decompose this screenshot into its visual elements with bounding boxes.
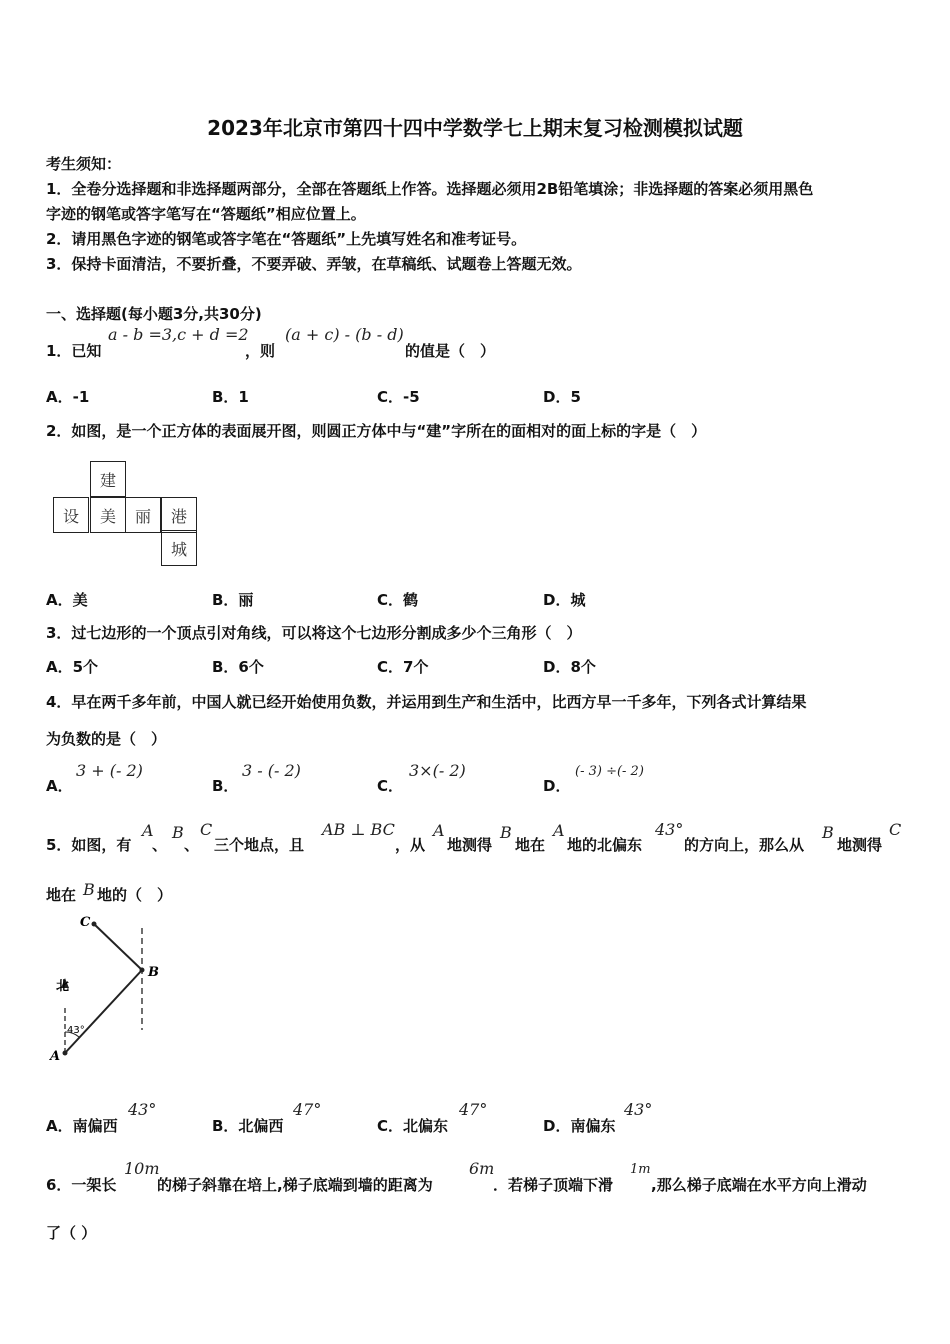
q5-point-b-3: B xyxy=(822,823,834,842)
page-title: 2023年北京市第四十四中学数学七上期末复习检测模拟试题 xyxy=(207,116,743,140)
q5-sep-2: 、 xyxy=(184,836,200,854)
q5-option-b-label[interactable]: B．北偏西 xyxy=(212,1117,284,1135)
q5-point-a-3: A xyxy=(553,821,565,840)
notice-line-3: 3．保持卡面清洁，不要折叠，不要弄破、弄皱，在草稿纸、试题卷上答题无效。 xyxy=(46,255,582,273)
net-face-bottom: 城 xyxy=(161,530,197,566)
q6-line2: 了（ ） xyxy=(46,1224,97,1242)
notice-line-1b: 字迹的钢笔或答字笔写在“答题纸”相应位置上。 xyxy=(46,205,366,223)
q5-point-b-4: B xyxy=(83,880,95,899)
q1-option-c[interactable]: C．-5 xyxy=(377,388,420,406)
q3-option-b[interactable]: B．6个 xyxy=(212,658,264,676)
q5-option-b-degree[interactable]: 47° xyxy=(293,1100,322,1119)
segment-bc xyxy=(94,924,142,970)
q4-option-d-expr[interactable]: (- 3) ÷(- 2) xyxy=(575,764,644,779)
fig-label-angle: 43° xyxy=(67,1025,85,1036)
q5-point-a: A xyxy=(142,821,154,840)
q4-option-a-label[interactable]: A． xyxy=(46,777,73,795)
q6-text-2: ．若梯子顶端下滑 xyxy=(493,1176,614,1194)
q5-option-c-degree[interactable]: 47° xyxy=(459,1100,488,1119)
q5-angle: 43° xyxy=(655,820,684,839)
net-face-row-1: 设 xyxy=(53,497,89,533)
q5-point-b: B xyxy=(172,823,184,842)
q4-option-c-expr[interactable]: 3×(- 2) xyxy=(409,761,466,780)
q5-option-a-label[interactable]: A．南偏西 xyxy=(46,1117,118,1135)
fig-label-c: C xyxy=(80,915,91,930)
q5-option-c-label[interactable]: C．北偏东 xyxy=(377,1117,449,1135)
q3-option-a[interactable]: A．5个 xyxy=(46,658,99,676)
q1-formula-given: a - b =3,c + d =2 xyxy=(108,325,249,344)
q2-option-a[interactable]: A．美 xyxy=(46,591,88,609)
q5-option-d-label[interactable]: D．南偏东 xyxy=(543,1117,616,1135)
q6-length-ladder: 10m xyxy=(124,1159,160,1178)
section-heading: 一、选择题(每小题3分,共30分) xyxy=(46,305,262,323)
q1-suffix: 的值是（ ） xyxy=(405,342,496,360)
q5-point-b-2: B xyxy=(500,823,512,842)
q1-prefix: 1．已知 xyxy=(46,342,102,360)
q6-text-3: ,那么梯子底端在水平方向上滑动 xyxy=(651,1176,867,1194)
cube-net-figure xyxy=(53,461,198,566)
notice-line-2: 2．请用黑色字迹的钢笔或答字笔在“答题纸”上先填写姓名和准考证号。 xyxy=(46,230,527,248)
q6-length-distance: 6m xyxy=(469,1159,495,1178)
net-face-row-2: 美 xyxy=(90,497,126,533)
q5-prefix: 5．如图，有 xyxy=(46,836,132,854)
q6-length-slide: 1m xyxy=(630,1162,651,1177)
q3-option-d[interactable]: D．8个 xyxy=(543,658,596,676)
net-face-row-3: 丽 xyxy=(125,497,161,533)
fig-label-north: 北 xyxy=(56,979,70,994)
q5-line2-prefix: 地在 xyxy=(46,886,77,904)
q5-text-5: 地的北偏东 xyxy=(567,836,643,854)
net-face-top: 建 xyxy=(90,461,126,497)
q2-option-d[interactable]: D．城 xyxy=(543,591,586,609)
q4-option-b-expr[interactable]: 3 - (- 2) xyxy=(242,761,301,780)
notice-heading: 考生须知： xyxy=(46,155,122,173)
q5-text-1: 三个地点，且 xyxy=(214,836,305,854)
bearing-diagram xyxy=(42,908,172,1073)
q5-sep-1: 、 xyxy=(152,836,168,854)
q2-text: 2．如图，是一个正方体的表面展开图，则圆正方体中与“建”字所在的面相对的面上标的字是（ ） xyxy=(46,422,707,440)
q5-text-3: 地测得 xyxy=(447,836,493,854)
q4-text-line2: 为负数的是（ ） xyxy=(46,730,167,748)
q3-option-c[interactable]: C．7个 xyxy=(377,658,429,676)
q5-text-7: 地测得 xyxy=(837,836,883,854)
q2-option-b[interactable]: B．丽 xyxy=(212,591,254,609)
q1-option-b[interactable]: B．1 xyxy=(212,388,249,406)
net-face-row-4: 港 xyxy=(161,497,197,533)
q1-formula-target: (a + c) - (b - d) xyxy=(285,325,404,344)
q4-option-b-label[interactable]: B． xyxy=(212,777,239,795)
q3-text: 3．过七边形的一个顶点引对角线，可以将这个七边形分割成多少个三角形（ ） xyxy=(46,624,582,642)
q5-perpendicular: AB ⊥ BC xyxy=(322,820,395,839)
q4-option-a-expr[interactable]: 3 + (- 2) xyxy=(76,761,143,780)
q5-text-2: ，从 xyxy=(395,836,426,854)
fig-label-b: B xyxy=(148,965,159,980)
point-a-dot xyxy=(63,1051,68,1056)
q5-option-a-degree[interactable]: 43° xyxy=(128,1100,157,1119)
q2-option-c[interactable]: C．鹤 xyxy=(377,591,419,609)
q5-text-6: 的方向上，那么从 xyxy=(684,836,805,854)
q5-point-a-2: A xyxy=(433,821,445,840)
segment-ab xyxy=(65,970,142,1053)
notice-line-1a: 1．全卷分选择题和非选择题两部分，全部在答题纸上作答。选择题必须用2B铅笔填涂；非选择题的答案必须用黑色 xyxy=(46,180,814,198)
q4-option-c-label[interactable]: C． xyxy=(377,777,404,795)
q5-text-4: 地在 xyxy=(515,836,546,854)
q6-prefix: 6．一架长 xyxy=(46,1176,117,1194)
q1-option-d[interactable]: D．5 xyxy=(543,388,581,406)
q5-point-c-2: C xyxy=(889,820,902,839)
q5-point-c: C xyxy=(200,820,213,839)
q4-text-line1: 4．早在两千多年前，中国人就已经开始使用负数，并运用到生产和生活中，比西方早一千多年，下列各式计算结果 xyxy=(46,693,807,711)
q5-option-d-degree[interactable]: 43° xyxy=(624,1100,653,1119)
q1-mid: ，则 xyxy=(245,342,276,360)
q1-option-a[interactable]: A．-1 xyxy=(46,388,90,406)
q6-text-1: 的梯子斜靠在培上,梯子底端到墙的距离为 xyxy=(157,1176,433,1194)
q4-option-d-label[interactable]: D． xyxy=(543,777,571,795)
point-b-dot xyxy=(140,968,145,973)
point-c-dot xyxy=(92,922,97,927)
q5-line2-suffix: 地的（ ） xyxy=(97,886,173,904)
fig-label-a: A xyxy=(50,1049,61,1064)
